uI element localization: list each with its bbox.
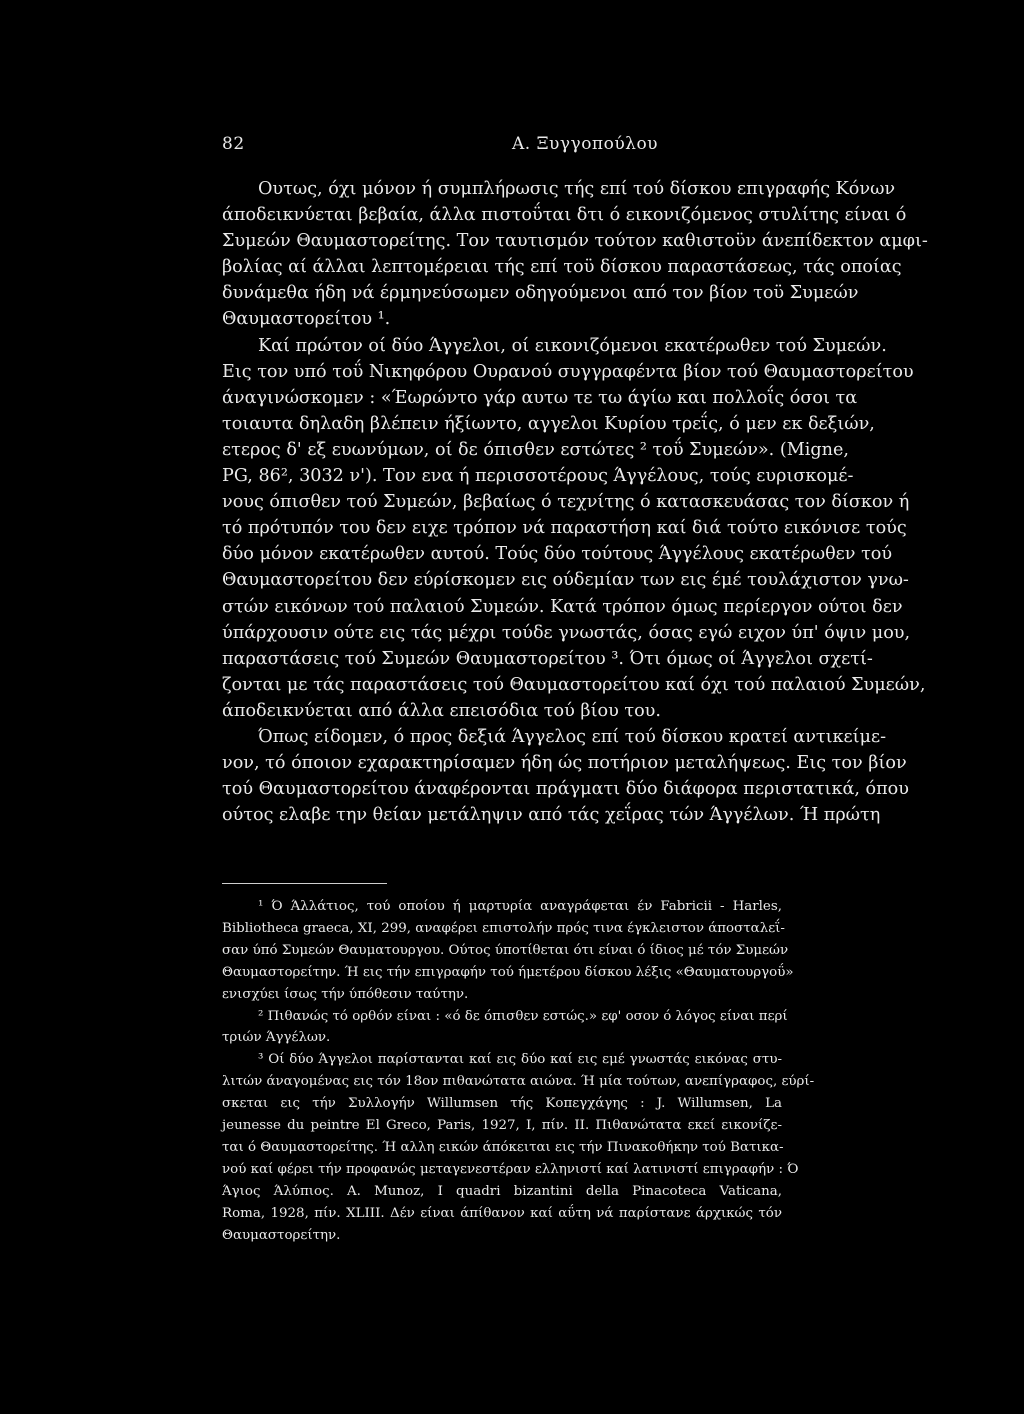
footnote-line: τριών Άγγέλων. <box>222 1030 331 1046</box>
body-line: τού Θαυμαστορείτου άναφέρονται πράγματι δύο διάφορα περιστατικά, όπου <box>222 779 909 800</box>
body-line: ζονται με τάς παραστάσεις τού Θαυμαστορείτου καί όχι τού παλαιού Συμεών, <box>222 674 926 695</box>
body-line: ούτος ελαβε την θείαν μετάληψιν από τάς χεΐρας τών Άγγέλων. Ή πρώτη <box>222 805 881 826</box>
body-line: Θαυμαστορείτου δεν εύρίσκομεν εις ούδεμίαν των εις έμέ τουλάχιστον γνω- <box>222 570 909 591</box>
body-line: νους όπισθεν τού Συμεών, βεβαίως ό τεχνίτης ό κατασκευάσας τον δίσκον ή <box>222 492 910 513</box>
body-line: άναγινώσκομεν : «Έωρώντο γάρ αυτω τε τω άγίω και πολλοΐς όσοι τα <box>222 387 858 408</box>
footnote-line: λιτών άναγομένας εις τόν 18ον πιθανώτατα αιώνα. Ή μία τούτων, ανεπίγραφος, εύρί- <box>222 1074 815 1090</box>
body-line: τοιαυτα δηλαδη βλέπειν ήξίωντο, αγγελοι Κυρίου τρεΐς, ό μεν εκ δεξιών, <box>222 413 875 434</box>
footnote-line: σκεται εις τήν Συλλογήν Willumsen τής Κοπεγχάγης : J. Willumsen, La <box>222 1096 782 1112</box>
page-number: 82 <box>222 134 245 154</box>
body-line: ετερος δ' εξ ευωνύμων, οί δε όπισθεν εστώτες ² τοΰ Συμεών». (Migne, <box>222 439 849 460</box>
body-line: παραστάσεις τού Συμεών Θαυμαστορείτου ³. Ότι όμως οί Άγγελοι σχετί- <box>222 648 873 669</box>
body-line: στών εικόνων τού παλαιού Συμεών. Κατά τρόπον όμως περίεργον ούτοι δεν <box>222 596 903 617</box>
body-line: άποδεικνύεται βεβαία, άλλα πιστοΰται δτι ό εικονιζόμενος στυλίτης είναι ό <box>222 205 907 226</box>
footnote-line: σαν ύπό Συμεών Θαυματουργου. Ούτος ύποτίθεται ότι είναι ό ίδιος μέ τόν Συμεών <box>222 942 789 958</box>
footnote-line: Roma, 1928, πίν. XLIII. Δέν είναι άπίθανον καί αΰτη νά παρίστανε άρχικώς τόν <box>222 1205 782 1221</box>
running-title: Α. Ξυγγοπούλου <box>512 134 659 154</box>
page-header <box>222 134 782 158</box>
body-line: δυνάμεθα ήδη νά έρμηνεύσωμεν οδηγούμενοι από τον βίον τοϋ Συμεών <box>222 283 859 304</box>
body-line: PG, 86², 3032 ν'). Τον ενα ή περισσοτέρους Άγγέλους, τούς ευρισκομέ- <box>222 466 854 487</box>
body-line: τό πρότυπόν του δεν ειχε τρόπον νά παραστήση καί διά τούτο εικόνισε τούς <box>222 518 907 539</box>
footnote-line: Bibliotheca graeca, XI, 299, αναφέρει επιστολήν πρός τινα έγκλειστον άποσταλεΐ- <box>222 920 785 936</box>
body-line: Καί πρώτον οί δύο Άγγελοι, οί εικονιζόμενοι εκατέρωθεν τού Συμεών. <box>258 335 887 356</box>
body-line: Συμεών Θαυμαστορείτης. Τον ταυτισμόν τούτον καθιστοϋν άνεπίδεκτον αμφι- <box>222 231 928 252</box>
body-line: Όπως είδομεν, ό προς δεξιά Άγγελος επί τού δίσκου κρατεί αντικείμε- <box>258 726 887 747</box>
body-text <box>222 176 928 828</box>
body-line: δύο μόνον εκατέρωθεν αυτού. Τούς δύο τούτους Άγγέλους εκατέρωθεν τού <box>222 544 893 565</box>
footnote-line: Θαυμαστορείτην. Ή εις τήν επιγραφήν τού ήμετέρου δίσκου λέξις «Θαυματουργοΰ» <box>222 964 794 980</box>
footnote-line: Θαυμαστορείτην. <box>222 1227 341 1243</box>
body-line: άποδεικνύεται από άλλα επεισόδια τού βίου του. <box>222 700 661 721</box>
body-line: Ουτως, όχι μόνον ή συμπλήρωσις τής επί τού δίσκου επιγραφής Κόνων <box>258 179 896 199</box>
body-line: Εις τον υπό τοΰ Νικηφόρου Ουρανού συγγραφέντα βίον τού Θαυμαστορείτου <box>222 361 914 382</box>
footnote-line: ³ Οί δύο Άγγελοι παρίστανται καί εις δύο καί εις εμέ γνωστάς εικόνας στυ- <box>258 1052 782 1068</box>
body-line: βολίας αί άλλαι λεπτομέρειαι τής επί τοϋ δίσκου παραστάσεως, τάς οποίας <box>222 257 902 278</box>
body-line: ύπάρχουσιν ούτε εις τάς μέχρι τούδε γνωστάς, όσας εγώ ειχον ύπ' όψιν μου, <box>222 622 911 643</box>
body-line: νον, τό όποιον εχαρακτηρίσαμεν ήδη ώς ποτήριον μεταλήψεως. Εις τον βίον <box>222 753 907 774</box>
footnotes <box>222 896 815 1247</box>
footnote-line: jeunesse du peintre El Greco, Paris, 1927, I, πίν. II. Πιθανώτατα εκεί εικονίζε- <box>222 1118 782 1134</box>
footnote-line: ενισχύει ίσως τήν ύπόθεσιν ταύτην. <box>222 986 469 1002</box>
footnote-line: ¹ Ό Άλλάτιος, τού οποίου ή μαρτυρία αναγράφεται έν Fabricii - Harles, <box>258 899 782 914</box>
footnote-line: Άγιος Άλύπιος. A. Munoz, I quadri bizantini della Pinacoteca Vaticana, <box>222 1183 782 1199</box>
footnote-line: ται ό Θαυμαστορείτης. Ή αλλη εικών άπόκειται εις τήν Πινακοθήκην τού Βατικα- <box>222 1139 784 1155</box>
body-line: Θαυμαστορείτου ¹. <box>222 309 391 330</box>
footnote-line: ² Πιθανώς τό ορθόν είναι : «ό δε όπισθεν εστώς.» εφ' οσον ό λόγος είναι περί <box>258 1008 788 1024</box>
footnote-separator <box>222 883 387 884</box>
footnote-line: νού καί φέρει τήν προφανώς μεταγενεστέραν ελληνιστί καί λατινιστί επιγραφήν : Ό <box>222 1161 799 1177</box>
